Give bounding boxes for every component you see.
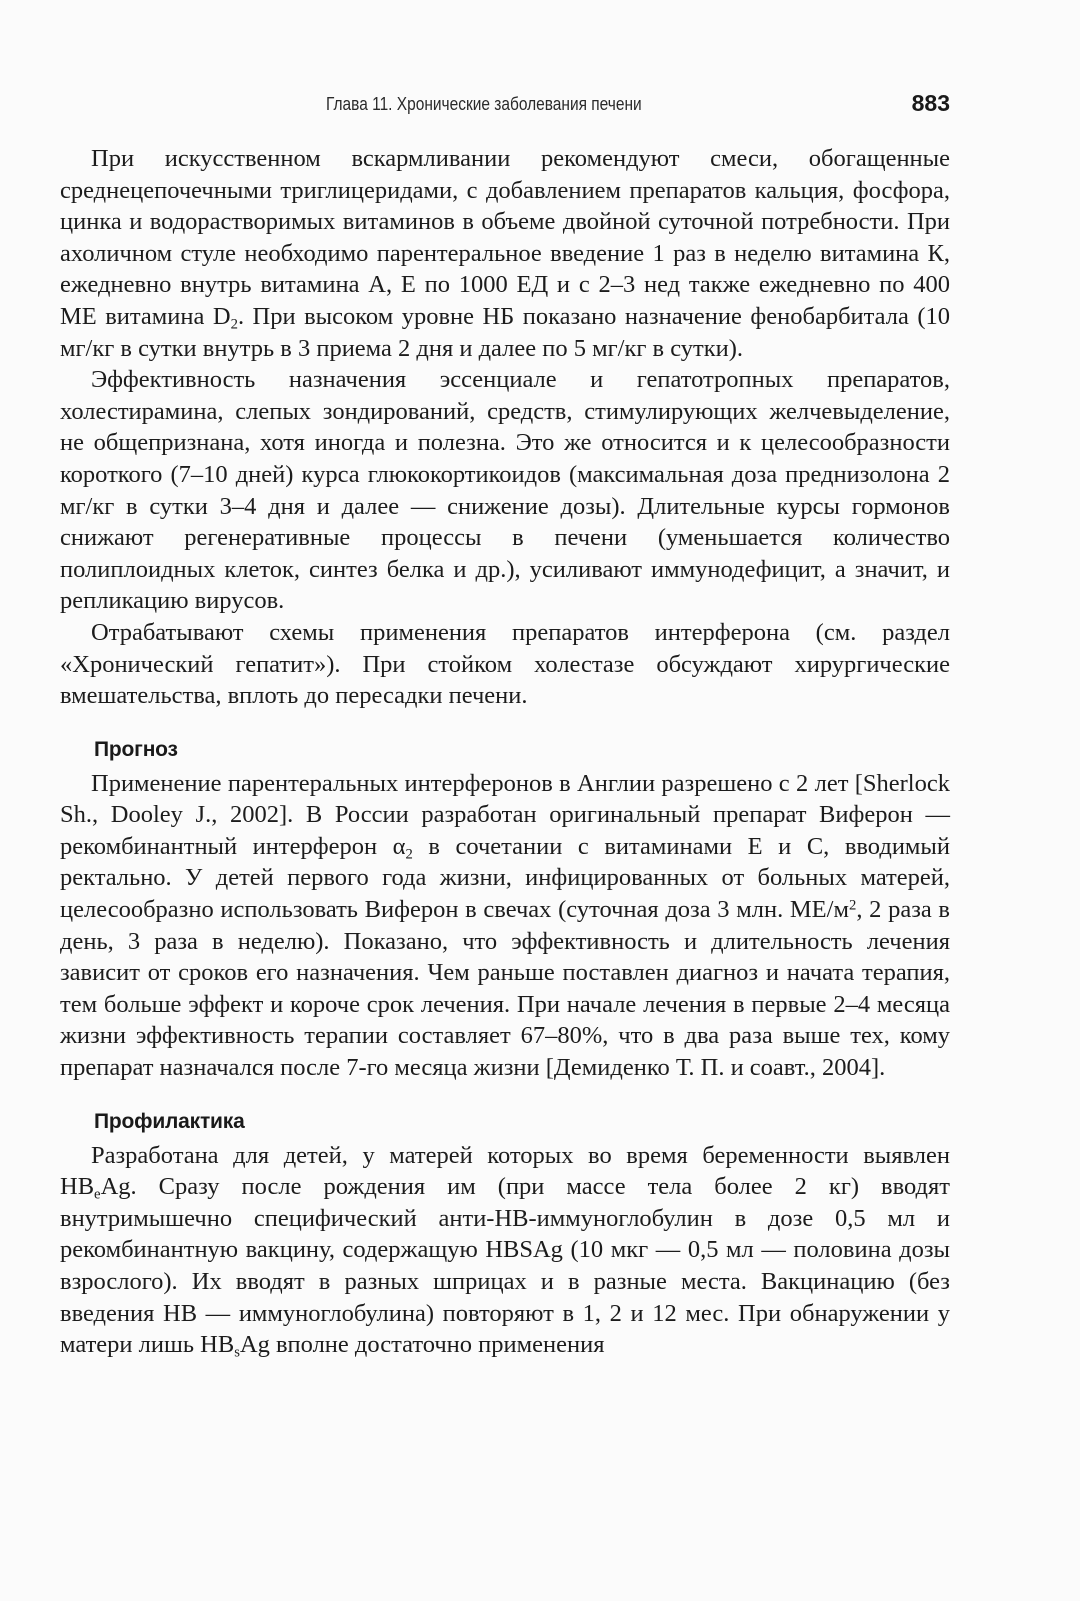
prophylaxis-text-b: Ag. Сразу после рождения им (при массе тела более 2 кг) вводят внутримышечно специфический анти-НВ-иммуноглобулин в дозе 0,5 мл и рекомбинантную вакцину, содержащую HBSAg (10 мкг — 0,5 мл — половина дозы взрослого). Их вводят в разных шприцах и в разные места. Вакцинацию (без введения НВ — иммуноглобулина) повторяют в 1, 2 и 12 мес. При обнаружении у матери лишь HB bbox=[60, 1173, 950, 1359]
paragraph-prognosis bbox=[60, 768, 950, 1084]
page-body bbox=[60, 143, 950, 1361]
prophylaxis-text-c: Ag вполне достаточно применения bbox=[239, 1331, 605, 1359]
paragraph-efficacy: Эффективность назначения эссенциале и гепатотропных препаратов, холестирамина, слепых зондирований, средств, стимулирующих желчевыделение, не общепризнана, хотя иногда и полезна. Это же относится и к целесообразности короткого (7–10 дней) курса глюкокортикоидов (максимальная доза преднизолона 2 мг/кг в сутки 3–4 дня и далее — снижение дозы). Длительные курсы гормонов снижают регенеративные процессы в печени (уменьшается количество полиплоидных клеток, синтез белка и др.), усиливают иммунодефицит, а значит, и репликацию вирусов. bbox=[60, 366, 950, 615]
running-header bbox=[326, 90, 950, 122]
alpha-subscript: 2 bbox=[405, 846, 413, 863]
paragraph-feeding-tail: . При высоком уровне НБ показано назначение фенобарбитала (10 мг/кг в сутки внутрь в 3 приема 2 дня и далее по 5 мг/кг в сутки). bbox=[60, 302, 950, 362]
hbsag-subscript: s bbox=[234, 1344, 240, 1361]
paragraph-interferon: Отрабатывают схемы применения препаратов интерферона (см. раздел «Хронический гепатит»). При стойком холестазе обсуждают хирургические вмешательства, вплоть до пересадки печени. bbox=[60, 618, 950, 710]
m2-superscript: 2 bbox=[848, 897, 857, 914]
prognosis-text-a: Применение парентеральных интерферонов в Англии разрешено с 2 лет [Sherlock Sh., Dooley J., 2002]. В России разработан оригинальный препарат Виферон — рекомбинантный интерферон α bbox=[60, 769, 950, 860]
chapter-title: Глава 11. Хронические заболевания печени bbox=[326, 94, 642, 114]
vitamin-d-subscript: 2 bbox=[230, 316, 238, 333]
heading-prophylaxis: Профилактика bbox=[94, 1109, 245, 1133]
prophylaxis-text-a: Разработана для детей, у матерей которых во время беременности выявлен HB bbox=[60, 1141, 950, 1201]
heading-prognosis: Прогноз bbox=[94, 737, 178, 761]
paragraph-feeding-text: При искусственном вскармливании рекомендуют смеси, обогащенные среднецепочечными триглицеридами, с добавлением препаратов кальция, фосфора, цинка и водорастворимых витаминов в объеме двойной суточной потребности. При ахоличном стуле необходимо парентеральное введение 1 раз в неделю витамина К, ежедневно внутрь витамина А, Е по 1000 ЕД и с 2–3 нед также ежедневно по 400 МЕ витамина D bbox=[60, 145, 950, 330]
prognosis-text-b: в сочетании с витаминами Е и С, вводимый ректально. У детей первого года жизни, инфицированных от больных матерей, целесообразно использовать Виферон в свечах (суточная доза 3 млн. МЕ/м bbox=[60, 832, 951, 924]
paragraph-feeding bbox=[60, 143, 950, 364]
prognosis-text-c: , 2 раза в день, 3 раза в неделю). Показано, что эффективность и длительность лечения зависит от сроков его назначения. Чем раньше поставлен диагноз и начата терапия, тем больше эффект и короче срок лечения. При начале лечения в первые 2–4 месяца жизни эффективность терапии составляет 67–80%, что в два раза выше тех, кому препарат назначался после 7-го месяца жизни [Демиденко Т. П. и соавт., 2004]. bbox=[60, 896, 951, 1082]
paragraph-prophylaxis bbox=[60, 1140, 950, 1361]
hbeag-subscript: e bbox=[94, 1186, 101, 1203]
page-number: 883 bbox=[911, 90, 950, 116]
